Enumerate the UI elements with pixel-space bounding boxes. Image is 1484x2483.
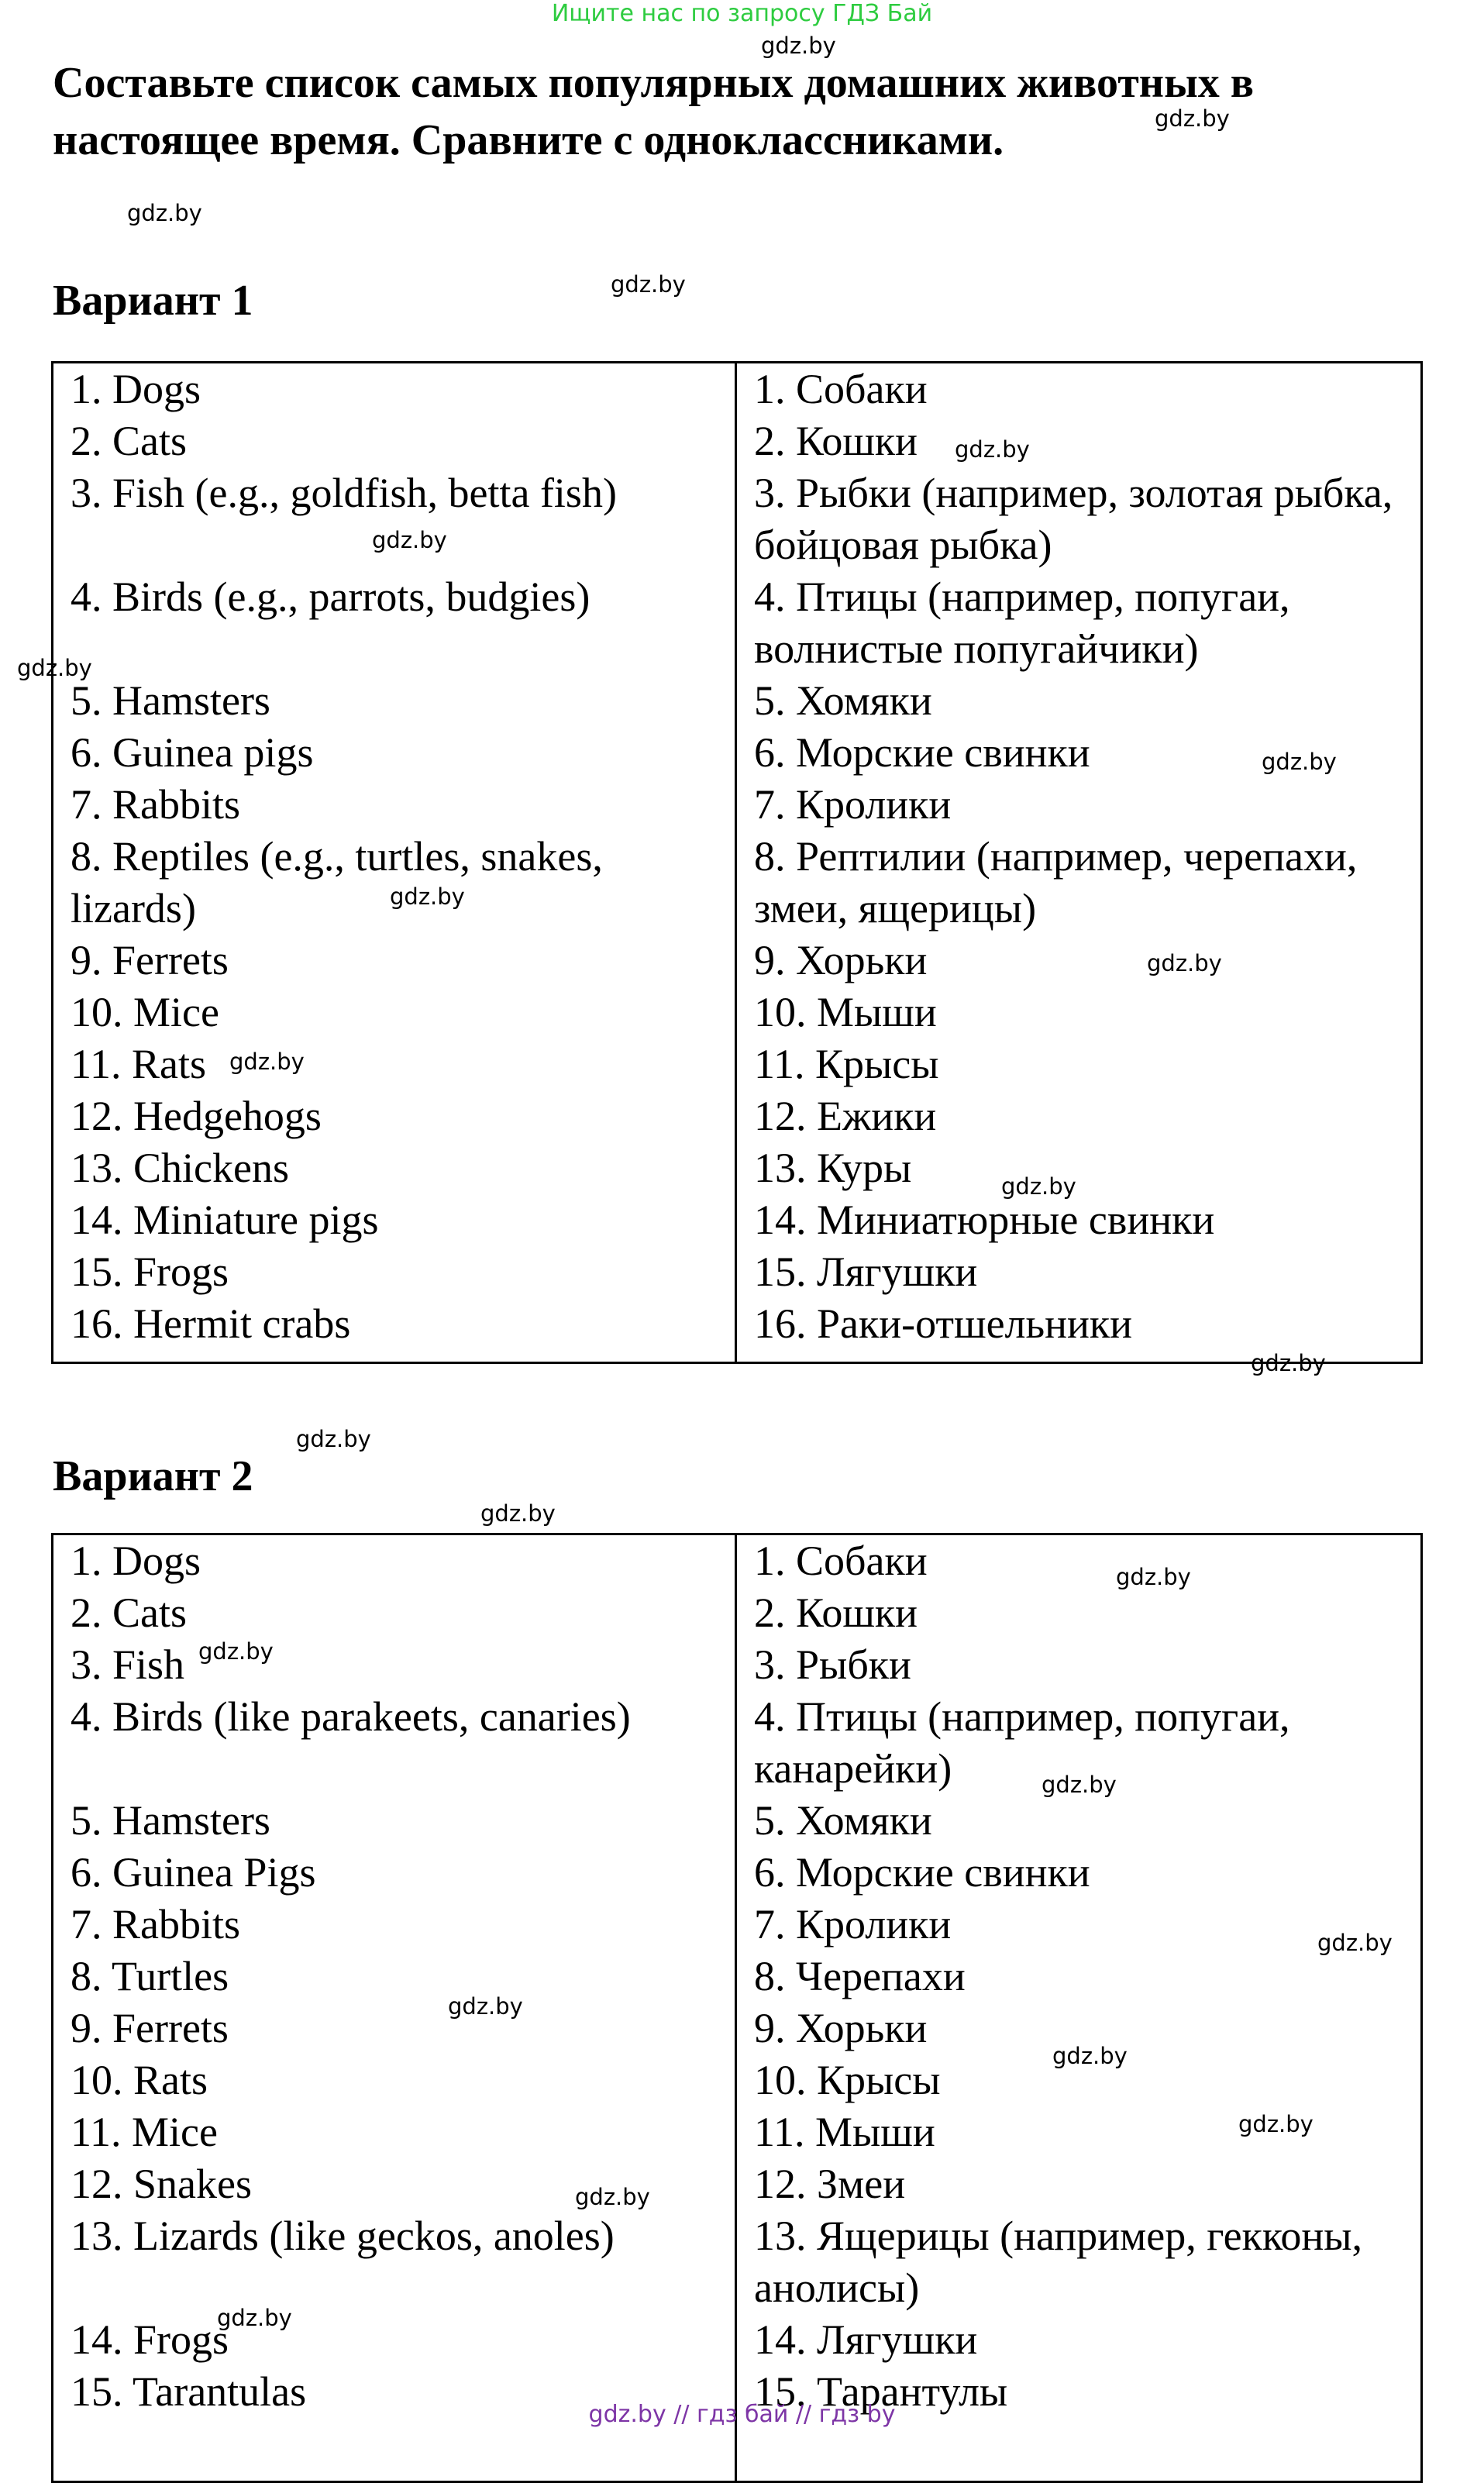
watermark: gdz.by (1317, 1930, 1393, 1956)
list-item (71, 2262, 719, 2314)
list-item: 11. Крысы (754, 1041, 939, 1087)
list-item: 15. Тарантулы (754, 2368, 1008, 2415)
list-item: 13. Chickens (71, 1145, 289, 1191)
list-item: 4. Птицы (например, попугаи, волнистые попугайчики) (754, 573, 1290, 672)
list-item: 3. Fish (71, 1641, 185, 1688)
list-item: 2. Кошки (754, 1589, 918, 1636)
variant-1-russian-column (737, 363, 1420, 1362)
list-item: 5. Хомяки (754, 1797, 932, 1844)
list-item: 11. Rats (71, 1041, 206, 1087)
list-item: 7. Кролики (754, 1901, 952, 1947)
watermark: gdz.by (296, 1426, 371, 1452)
bottom-banner: gdz.by // гдз бай // гдз by (588, 2401, 896, 2428)
watermark: gdz.by (1147, 950, 1222, 976)
list-item: 10. Mice (71, 989, 219, 1035)
list-item: 3. Рыбки (754, 1641, 911, 1688)
watermark: gdz.by (761, 33, 836, 59)
list-item: 5. Hamsters (71, 1797, 270, 1844)
list-item: 7. Rabbits (71, 781, 241, 828)
list-item: 1. Собаки (754, 1538, 928, 1584)
list-item: 2. Cats (71, 418, 188, 464)
list-item: 16. Hermit crabs (71, 1300, 351, 1347)
variant-2-english-list (71, 1535, 719, 2418)
variant-2-russian-list (754, 1535, 1405, 2418)
list-item: 15. Frogs (71, 1248, 229, 1295)
list-item: 2. Cats (71, 1589, 188, 1636)
list-item: 13. Ящерицы (например, гекконы, анолисы) (754, 2213, 1363, 2311)
list-item: 4. Birds (e.g., parrots, budgies) (71, 573, 591, 620)
watermark: gdz.by (1155, 105, 1230, 132)
list-item: 11. Мыши (754, 2109, 935, 2155)
list-item: 15. Лягушки (754, 1248, 978, 1295)
list-item: 8. Рептилии (например, черепахи, змеи, ящерицы) (754, 833, 1358, 932)
list-item (71, 1743, 719, 1795)
watermark: gdz.by (1116, 1564, 1191, 1590)
list-item: 1. Dogs (71, 366, 201, 412)
watermark: gdz.by (127, 200, 202, 226)
list-item: 12. Змеи (754, 2161, 906, 2207)
variant-2-english-column (53, 1535, 737, 2481)
watermark: gdz.by (217, 2305, 292, 2331)
watermark: gdz.by (390, 883, 465, 910)
list-item: 13. Куры (754, 1145, 912, 1191)
list-item: 14. Миниатюрные свинки (754, 1197, 1215, 1243)
list-item: 4. Birds (like parakeets, canaries) (71, 1693, 631, 1740)
watermark: gdz.by (480, 1500, 556, 1527)
list-item: 8. Reptiles (e.g., turtles, snakes, lizards) (71, 833, 603, 932)
list-item: 11. Mice (71, 2109, 218, 2155)
list-item: 12. Hedgehogs (71, 1093, 322, 1139)
list-item: 8. Черепахи (754, 1953, 966, 1999)
list-item: 15. Tarantulas (71, 2368, 307, 2415)
variant-1-russian-list (754, 363, 1405, 1350)
list-item: 13. Lizards (like geckos, anoles) (71, 2213, 615, 2259)
watermark: gdz.by (955, 436, 1030, 463)
list-item: 12. Ежики (754, 1093, 937, 1139)
variant-1-english-list (71, 363, 719, 1350)
list-item: 9. Хорьки (754, 937, 928, 983)
list-item: 12. Snakes (71, 2161, 252, 2207)
watermark: gdz.by (1052, 2043, 1128, 2069)
list-item: 6. Guinea pigs (71, 729, 314, 776)
list-item: 9. Ferrets (71, 2005, 229, 2051)
list-item: 9. Ferrets (71, 937, 229, 983)
watermark: gdz.by (575, 2184, 650, 2210)
list-item: 10. Мыши (754, 989, 937, 1035)
variant-2-heading: Вариант 2 (53, 1452, 253, 1500)
list-item: 10. Крысы (754, 2057, 941, 2103)
page-title: Составьте список самых популярных домашних животных в настоящее время. Сравните с одноклассниками. (53, 59, 1255, 164)
list-item: 3. Fish (e.g., goldfish, betta fish) (71, 470, 617, 516)
list-item: 3. Рыбки (например, золотая рыбка, бойцовая рыбка) (754, 470, 1393, 568)
top-banner: Ищите нас по запросу ГДЗ Бай (551, 0, 933, 27)
list-item: 1. Dogs (71, 1538, 201, 1584)
list-item: 7. Кролики (754, 781, 952, 828)
list-item: 5. Хомяки (754, 677, 932, 724)
watermark: gdz.by (1251, 1350, 1326, 1376)
list-item: 6. Guinea Pigs (71, 1849, 316, 1896)
list-item: 9. Хорьки (754, 2005, 928, 2051)
list-item (71, 623, 719, 675)
variant-1-english-column (53, 363, 737, 1362)
variant-1-heading: Вариант 1 (53, 277, 253, 325)
list-item: 14. Frogs (71, 2316, 229, 2363)
watermark: gdz.by (1262, 749, 1337, 775)
list-item: 8. Turtles (71, 1953, 229, 1999)
list-item: 1. Собаки (754, 366, 928, 412)
watermark: gdz.by (1238, 2111, 1314, 2137)
watermark: gdz.by (611, 271, 686, 298)
watermark: gdz.by (1042, 1772, 1117, 1798)
watermark: gdz.by (1001, 1173, 1076, 1200)
watermark: gdz.by (198, 1638, 274, 1665)
list-item: 14. Miniature pigs (71, 1197, 379, 1243)
list-item: 2. Кошки (754, 418, 918, 464)
watermark: gdz.by (448, 1993, 523, 2020)
list-item: 6. Морские свинки (754, 729, 1090, 776)
watermark: gdz.by (372, 527, 447, 553)
watermark: gdz.by (17, 655, 92, 681)
variant-2-russian-column (737, 1535, 1420, 2481)
list-item: 10. Rats (71, 2057, 208, 2103)
variant-2-table (51, 1533, 1423, 2483)
list-item: 6. Морские свинки (754, 1849, 1090, 1896)
list-item: 4. Птицы (например, попугаи, канарейки) (754, 1693, 1290, 1792)
list-item: 5. Hamsters (71, 677, 270, 724)
list-item: 7. Rabbits (71, 1901, 241, 1947)
list-item: 16. Раки-отшельники (754, 1300, 1133, 1347)
list-item: 14. Лягушки (754, 2316, 978, 2363)
variant-1-table (51, 361, 1423, 1364)
watermark: gdz.by (229, 1049, 305, 1075)
